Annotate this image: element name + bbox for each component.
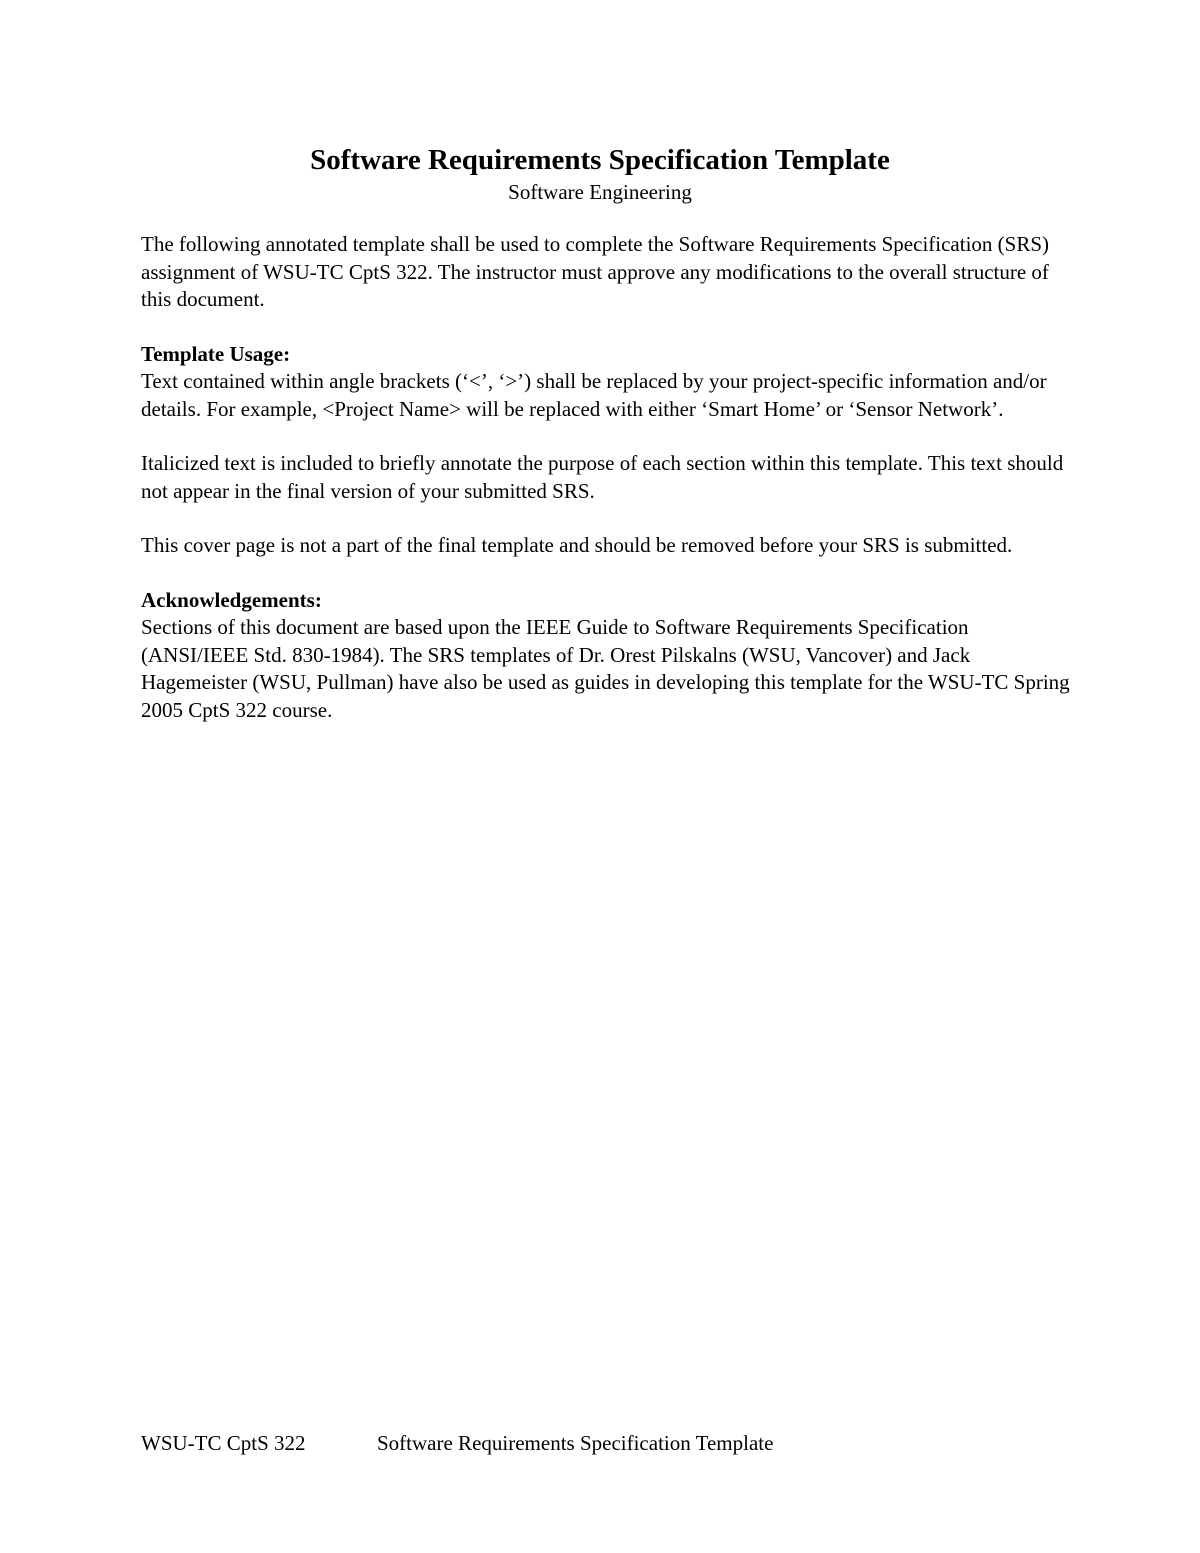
document-title: Software Requirements Specification Template [310,144,890,176]
template-usage-section [141,341,1071,424]
footer-doc-title: Software Requirements Specification Template [377,1431,774,1455]
template-usage-paragraph-2: Italicized text is included to briefly annotate the purpose of each section within this template. This text should not appear in the final version of your submitted SRS. [141,451,1064,503]
template-usage-paragraph-3: This cover page is not a part of the final template and should be removed before your SRS is submitted. [141,533,1013,557]
page-footer [141,1429,773,1457]
acknowledgements-section [141,587,1071,725]
template-usage-paragraph-1: Text contained within angle brackets (‘<’, ‘>’) shall be replaced by your project-specific information and/or details. For example, <Project Name> will be replaced with either ‘Smart Home’ or ‘Sensor Network’. [141,369,1047,421]
intro-paragraph: The following annotated template shall be used to complete the Software Requirements Specification (SRS) assignment of WSU-TC CptS 322. The instructor must approve any modifications to the overall structure of this document. [141,232,1050,311]
acknowledgements-heading: Acknowledgements: [141,587,322,612]
acknowledgements-paragraph: Sections of this document are based upon the IEEE Guide to Software Requirements Specification (ANSI/IEEE Std. 830-1984). The SRS templates of Dr. Orest Pilskalns (WSU, Vancover) and Jack Hagemeister (WSU, Pullman) have also be used as guides in developing this template for the WSU-TC Spring 2005 CptS 322 course. [141,615,1070,722]
footer-course: WSU-TC CptS 322 [141,1431,306,1455]
document-body [141,231,1071,751]
document-subtitle: Software Engineering [508,180,692,204]
template-usage-heading: Template Usage: [141,341,291,366]
